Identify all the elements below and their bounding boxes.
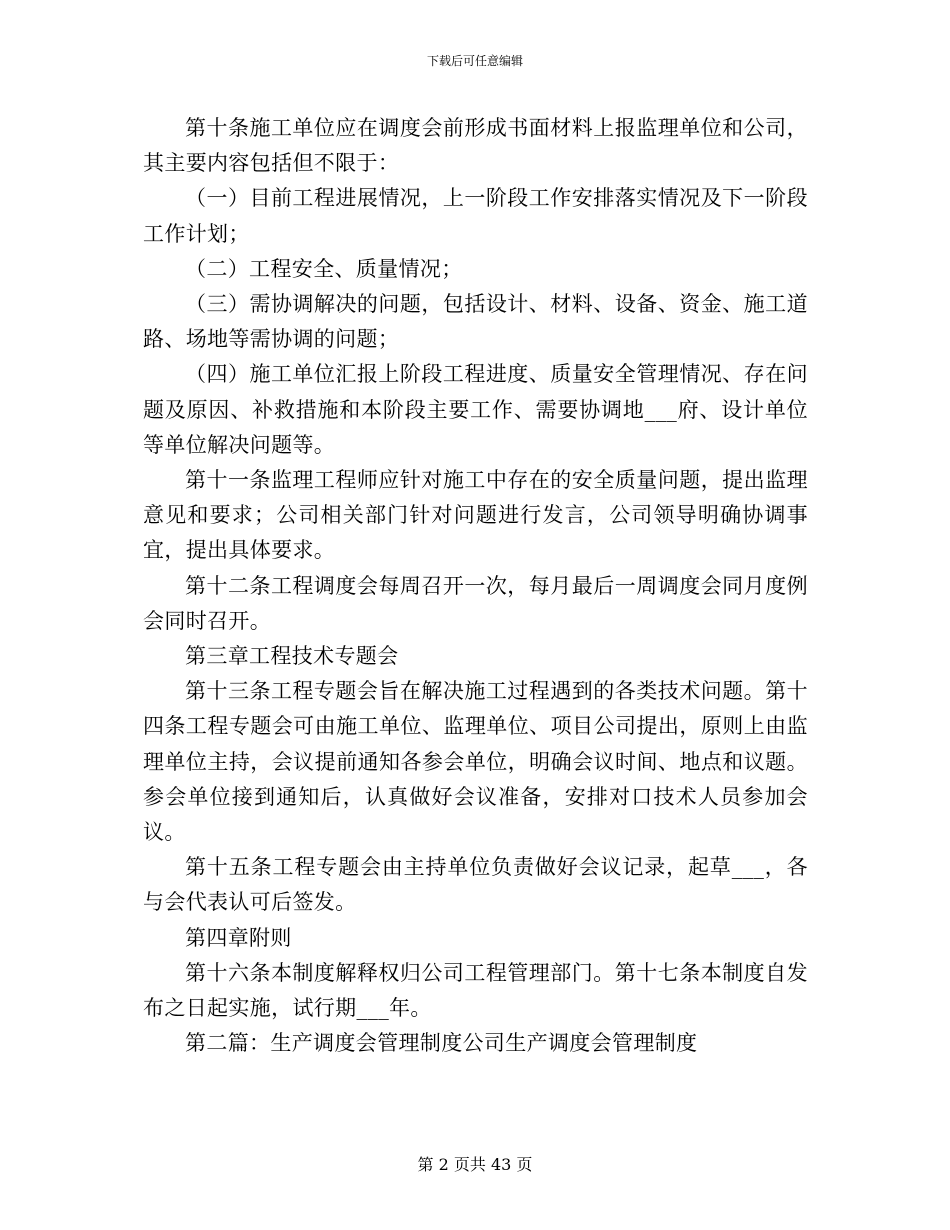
paragraph-item-4: （四）施工单位汇报上阶段工程进度、质量安全管理情况、存在问题及原因、补救措施和本阶段主要工作、需要协调地___府、设计单位等单位解决问题等。 [143,362,808,457]
page-footer: 第 2 页共 43 页 [417,1155,533,1174]
paragraph-item-2: （二）工程安全、质量情况； [185,256,463,281]
document-body [143,111,808,1061]
paragraph-article-16-17: 第十六条本制度解释权归公司工程管理部门。第十七条本制度自发布之日起实施，试行期___年。 [143,960,808,1021]
section-heading-part-2: 第二篇：生产调度会管理制度公司生产调度会管理制度 [185,1031,698,1056]
paragraph-article-11: 第十一条监理工程师应针对施工中存在的安全质量问题，提出监理意见和要求；公司相关部门针对问题进行发言，公司领导明确协调事宜，提出具体要求。 [143,468,808,563]
paragraph-item-3: （三）需协调解决的问题，包括设计、材料、设备、资金、施工道路、场地等需协调的问题； [143,292,808,352]
paragraph-item-1: （一）目前工程进展情况，上一阶段工作安排落实情况及下一阶段工作计划； [143,186,808,246]
paragraph-article-12: 第十二条工程调度会每周召开一次，每月最后一周调度会同月度例会同时召开。 [143,573,808,633]
paragraph-article-15: 第十五条工程专题会由主持单位负责做好会议记录，起草___，各与会代表认可后签发。 [143,855,808,915]
chapter-heading-4: 第四章附则 [185,925,292,950]
paragraph-article-10: 第十条施工单位应在调度会前形成书面材料上报监理单位和公司，其主要内容包括但不限于： [143,116,808,176]
chapter-heading-3: 第三章工程技术专题会 [185,644,399,669]
paragraph-article-13-14: 第十三条工程专题会旨在解决施工过程遇到的各类技术问题。第十四条工程专题会可由施工单位、监理单位、项目公司提出，原则上由监理单位主持，会议提前通知各参会单位，明确会议时间、地点和议题。参会单位接到通知后，认真做好会议准备，安排对口技术人员参加会议。 [143,679,808,845]
page-header: 下载后可任意编辑 [426,54,523,68]
